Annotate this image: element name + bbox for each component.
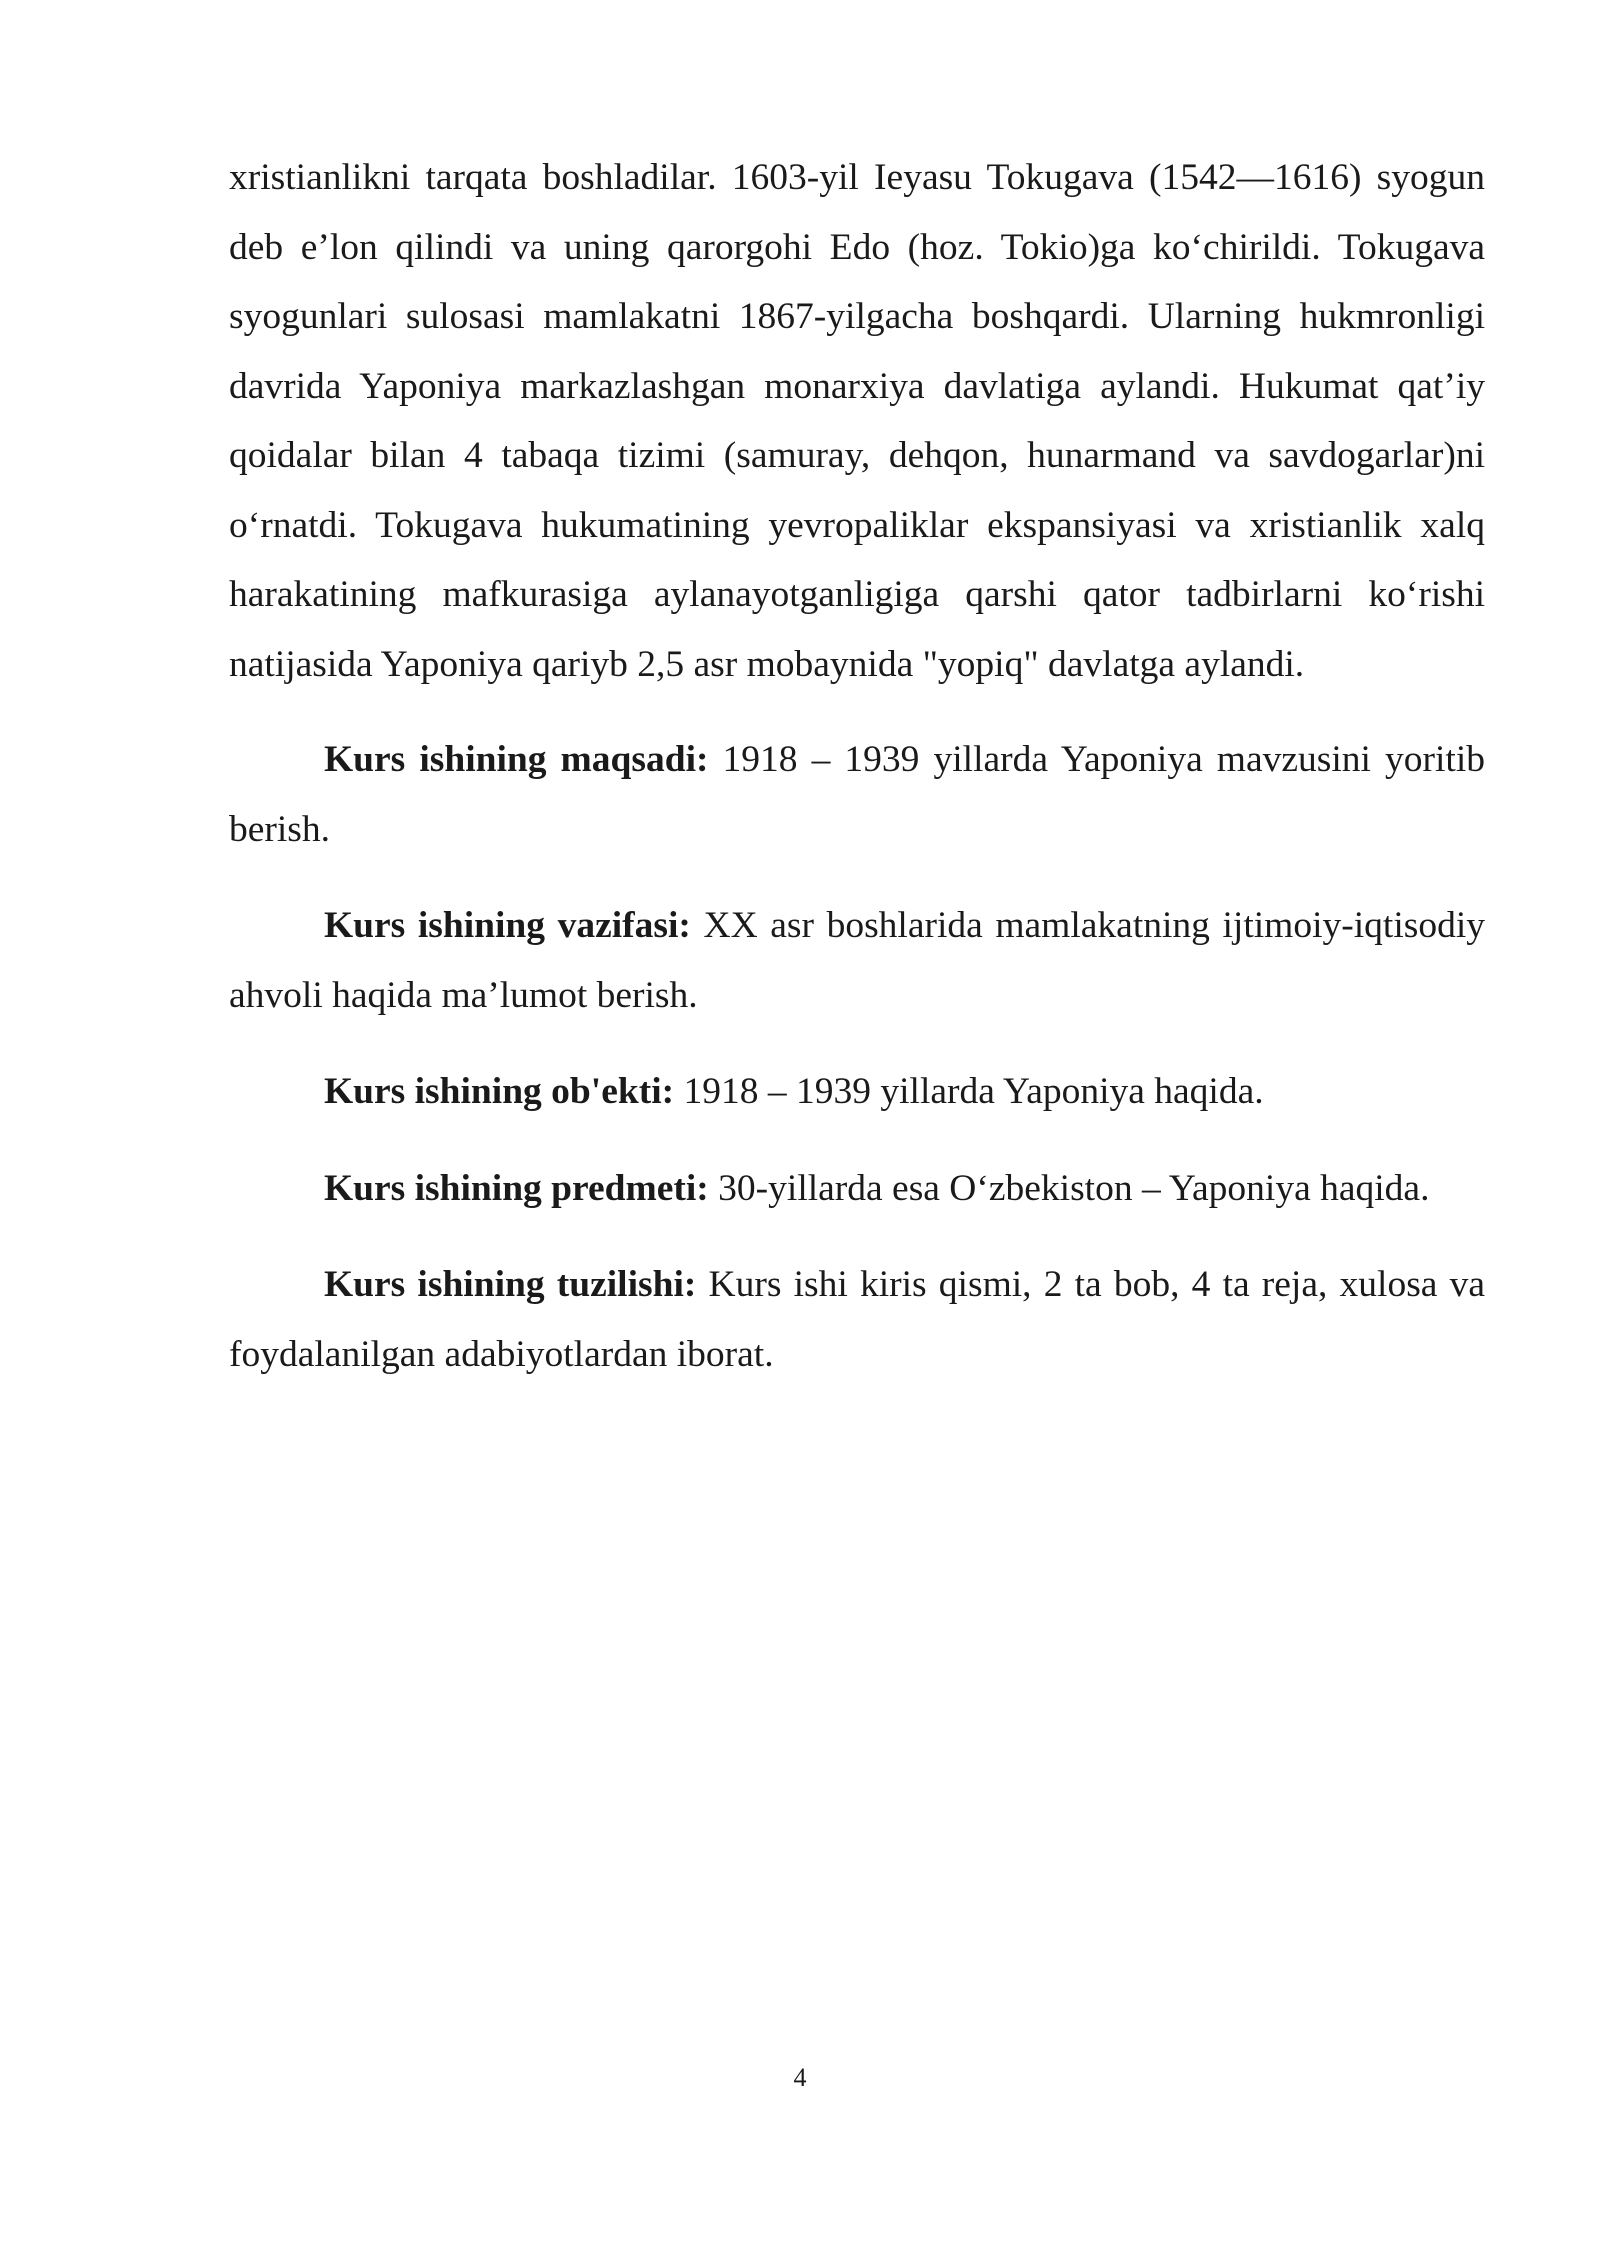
structure-label: Kurs ishining tuzilishi: bbox=[324, 1264, 697, 1305]
subject-paragraph bbox=[229, 1154, 1485, 1224]
goal-text: 1918 – 1939 yillarda Yaponiya mavzusini yoritib berish. bbox=[229, 739, 1485, 850]
task-paragraph bbox=[229, 891, 1485, 1030]
task-text: XX asr boshlarida mamlakatning ijtimoiy-iqtisodiy ahvoli haqida ma’lumot berish. bbox=[229, 905, 1486, 1016]
structure-paragraph bbox=[229, 1250, 1485, 1389]
body-text bbox=[229, 143, 1485, 1416]
structure-text: Kurs ishi kiris qismi, 2 ta bob, 4 ta reja, xulosa va foydalanilgan adabiyotlardan iborat. bbox=[229, 1264, 1486, 1375]
page-number: 4 bbox=[793, 2063, 807, 2092]
object-paragraph bbox=[229, 1057, 1485, 1127]
goal-paragraph bbox=[229, 725, 1485, 864]
subject-text: 30-yillarda esa O‘zbekiston – Yaponiya haqida. bbox=[708, 1167, 1430, 1209]
object-label: Kurs ishining ob'ekti: bbox=[324, 1071, 675, 1112]
subject-label: Kurs ishining predmeti: bbox=[324, 1167, 709, 1209]
object-text: 1918 – 1939 yillarda Yaponiya haqida. bbox=[674, 1071, 1264, 1112]
intro-paragraph: xristianlikni tarqata boshladilar. 1603-yil Ieyasu Tokugava (1542—1616) syogun deb e’lon qilindi va uning qarorgohi Edo (hoz. Tokio)ga ko‘chirildi. Tokugava syogunlari sulosasi mamlakatni 1867-yilgacha boshqardi. Ularning hukmronligi davrida Yaponiya markazlashgan monarxiya davlatiga aylandi. Hukumat qat’iy qoidalar bilan 4 tabaqa tizimi (samuray, dehqon, hunarmand va savdogarlar)ni o‘rnatdi. Tokugava hukumatining yevropaliklar ekspansiyasi va xristianlik xalq harakatining mafkurasiga aylanayotganligiga qarshi qator tadbirlarni ko‘rishi natijasida Yaponiya qariyb 2,5 asr mobaynida "yopiq" davlatga aylandi. bbox=[229, 157, 1485, 685]
task-label: Kurs ishining vazifasi: bbox=[324, 905, 691, 946]
goal-label: Kurs ishining maqsadi: bbox=[324, 739, 709, 780]
